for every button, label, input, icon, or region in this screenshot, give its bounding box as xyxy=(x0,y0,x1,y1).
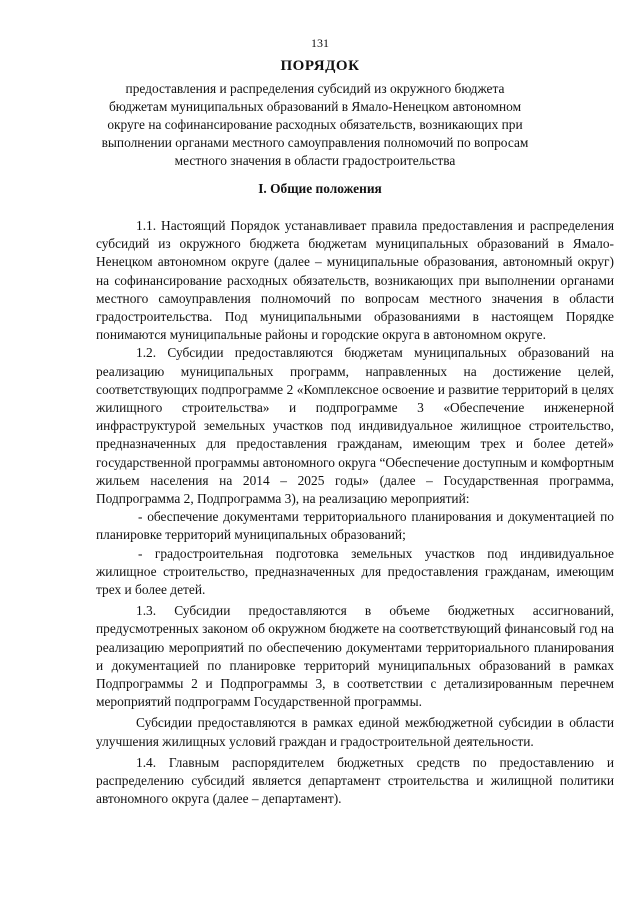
paragraph-1-1: 1.1. Настоящий Порядок устанавливает правила предоставления и распределения субсидий из окружного бюджета бюджетам муниципальных образований в Ямало-Ненецком автономном округе (далее – муниципальные образования, автономный округ) на софинансирование расходных обязательств, возникающих при выполнении органами местного самоуправления полномочий по вопросам местного значения в области градостроительства. Под муниципальными образованиями в настоящем Порядке понимаются муниципальные районы и городские округа в автономном округе. xyxy=(96,218,614,343)
document-subtitle: предоставления и распределения субсидий из окружного бюджета бюджетам муниципальных образований в Ямало-Ненецком автономном округе на софинансирование расходных обязательств, возникающих при выполнении органами местного самоуправления полномочий по вопросам местного значения в области градостроительства xyxy=(101,81,529,168)
paragraph-1-2: 1.2. Субсидии предоставляются бюджетам муниципальных образований на реализацию муниципальных программ, направленных на достижение целей, соответствующих подпрограмме 2 «Комплексное освоение и развитие территорий в целях жилищного строительства» и подпрограмме 3 «Обеспечение инженерной инфраструктурой земельных участков под индивидуальное жилищное строительство, предназначенных для предоставления гражданам, имеющим трех и более детей» государственной программы автономного округа “Обеспечение доступным и комфортным жильем населения на 2014 – 2025 годы» (далее – Государственная программа, Подпрограмма 2, Подпрограмма 3), на реализацию мероприятий: xyxy=(96,345,614,507)
document-body xyxy=(96,217,614,809)
list-item-land-preparation: - градостроительная подготовка земельных участков под индивидуальное жилищное строительство, предназначенных для предоставления гражданам, имеющим трех и более детей. xyxy=(96,545,614,598)
document-title: ПОРЯДОК xyxy=(280,58,360,74)
paragraph-unified-subsidy: Субсидии предоставляются в рамках единой межбюджетной субсидии в области улучшения жилищных условий граждан и градостроительной деятельности. xyxy=(96,715,614,749)
section-heading: I. Общие положения xyxy=(258,181,382,196)
paragraph-1-3: 1.3. Субсидии предоставляются в объеме бюджетных ассигнований, предусмотренных законом об окружном бюджете на соответствующий финансовый год на реализацию мероприятий по обеспечению документами территориального планирования и документацией по планировке территорий муниципальных образований в рамках Подпрограммы 2 и Подпрограммы 3, в соответствии с детализированным перечнем мероприятий подпрограмм Государственной программы. xyxy=(96,603,614,710)
paragraph-1-4: 1.4. Главным распорядителем бюджетных средств по предоставлению и распределению субсидий является департамент строительства и жилищной политики автономного округа (далее – департамент). xyxy=(96,754,614,807)
list-item-planning-documents: - обеспечение документами территориального планирования и документацией по планировке территорий муниципальных образований; xyxy=(96,509,614,543)
page-number: 131 xyxy=(311,36,329,50)
